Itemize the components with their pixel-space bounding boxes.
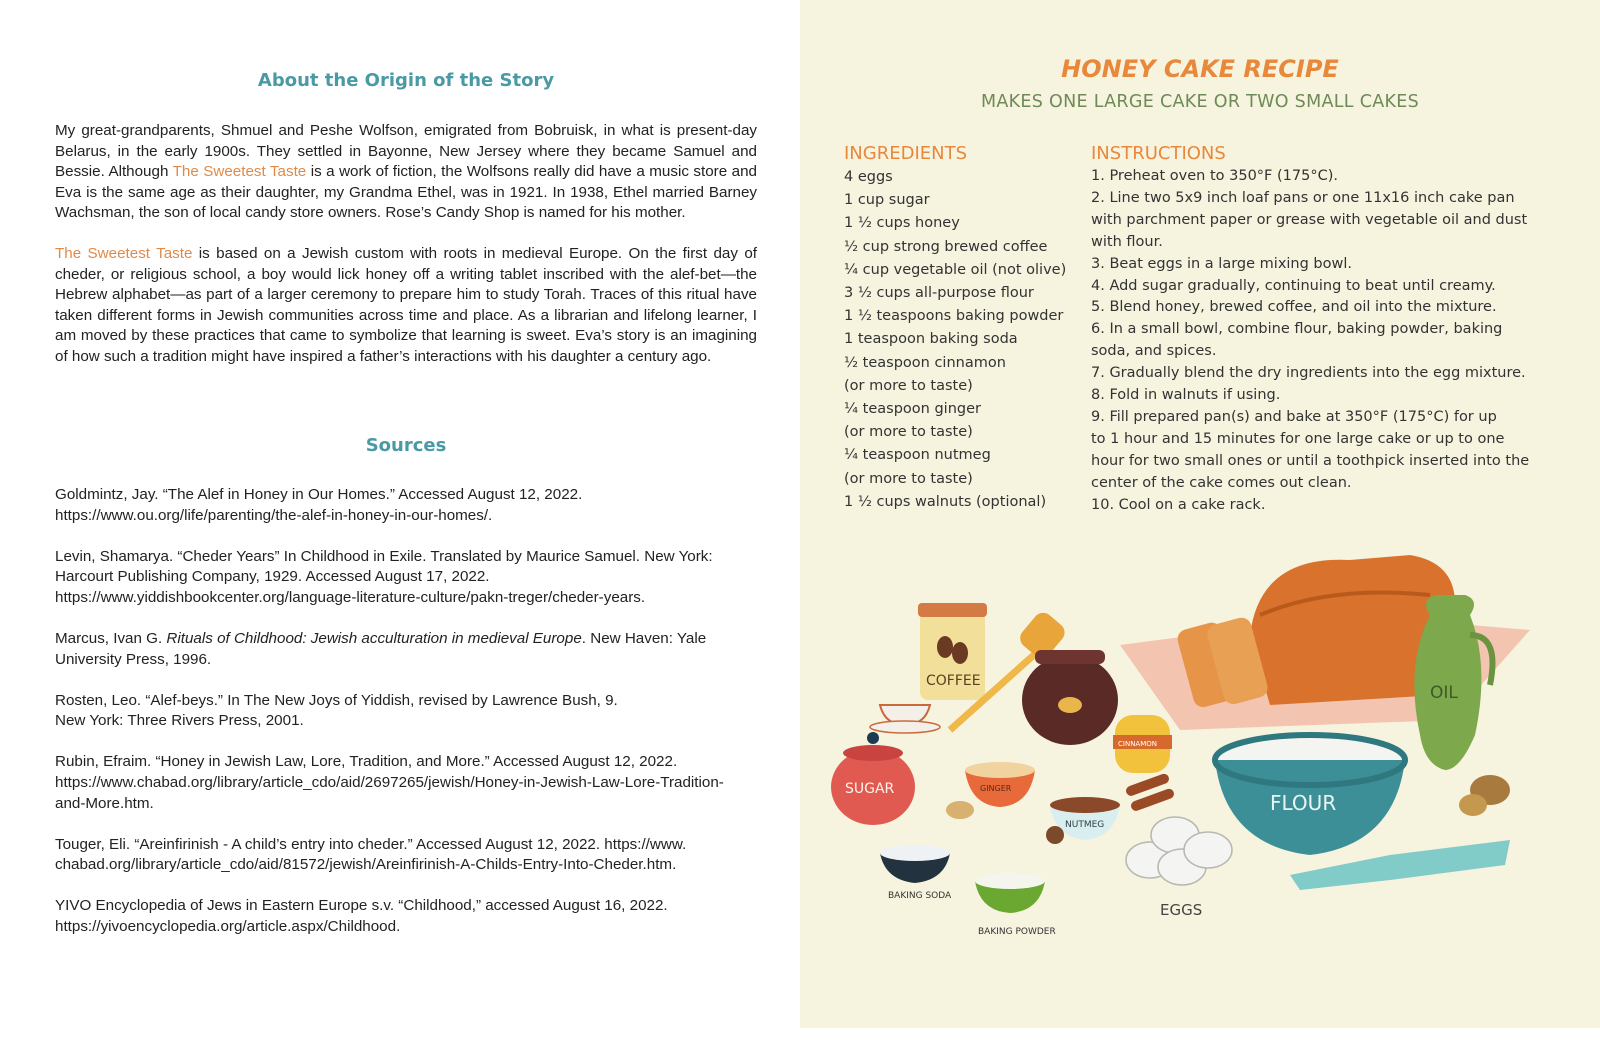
flour-bowl xyxy=(1215,735,1405,855)
coffee-label: COFFEE xyxy=(926,673,981,689)
baking-powder-bowl xyxy=(975,873,1056,937)
ingredient-item: ½ teaspoon cinnamon xyxy=(844,354,1006,371)
ingredient-item: 1 teaspoon baking soda xyxy=(844,331,1018,348)
para1-text-before: My great-grandparents, Shmuel and Peshe Wolfson, emigrated from Bobruisk, in what is present-day Belarus, in the early 1900s. They settled in Bayonne, New Jersey where they became Samuel and Bessie. Although xyxy=(55,122,757,181)
flour-label: FLOUR xyxy=(1270,791,1337,815)
recipe-title: HONEY CAKE RECIPE xyxy=(1061,55,1339,83)
ingredient-item: (or more to taste) xyxy=(844,424,973,441)
instruction-line: hour for two small ones or until a toothpick inserted into the xyxy=(1091,452,1530,469)
baking-soda-bowl xyxy=(880,845,952,901)
source-line: University Press, 1996. xyxy=(55,650,212,668)
source-line: Levin, Shamarya. “Cheder Years” In Childhood in Exile. Translated by Maurice Samuel. New York: xyxy=(55,547,713,565)
ingredients-list xyxy=(844,166,1066,514)
ingredient-item: 1 ½ cups walnuts (optional) xyxy=(844,493,1047,510)
sugar-bowl xyxy=(831,732,915,825)
source-entry xyxy=(55,835,775,876)
eggs-label: EGGS xyxy=(1160,901,1203,919)
instruction-line: 9. Fill prepared pan(s) and bake at 350°F (175°C) for up xyxy=(1091,408,1497,425)
cinnamon-label: CINNAMON xyxy=(1118,740,1157,748)
ingredient-item: ½ cup strong brewed coffee xyxy=(844,238,1048,255)
ingredients-heading: INGREDIENTS xyxy=(844,143,968,164)
instructions-heading: INSTRUCTIONS xyxy=(1091,143,1226,164)
book-title-ref: The Sweetest Taste xyxy=(172,163,307,181)
ingredient-item: 1 ½ teaspoons baking powder xyxy=(844,308,1064,325)
walnut xyxy=(1459,794,1487,816)
coffee-jar xyxy=(918,603,987,700)
instruction-line: 2. Line two 5x9 inch loaf pans or one 11x16 inch cake pan xyxy=(1091,189,1515,206)
baking-soda-label: BAKING SODA xyxy=(888,891,952,901)
honey-pot xyxy=(1022,650,1118,745)
source-line xyxy=(55,629,775,650)
ingredients-illustration xyxy=(830,555,1570,955)
instruction-line: 5. Blend honey, brewed coffee, and oil into the mixture. xyxy=(1091,299,1497,316)
ingredient-item: ¼ cup vegetable oil (not olive) xyxy=(844,261,1067,278)
instruction-line: with flour. xyxy=(1091,233,1163,250)
ingredient-item: ¼ teaspoon ginger xyxy=(844,401,981,418)
baking-powder-label: BAKING POWDER xyxy=(978,927,1056,937)
instruction-line: 7. Gradually blend the dry ingredients into the egg mixture. xyxy=(1091,365,1526,382)
sources-heading: Sources xyxy=(365,435,447,456)
ingredient-item: 3 ½ cups all-purpose flour xyxy=(844,285,1034,302)
instruction-line: center of the cake comes out clean. xyxy=(1091,474,1352,491)
source-publisher: . New Haven: Yale xyxy=(581,629,707,647)
source-line: Touger, Eli. “Areinfirinish - A child’s entry into cheder.” Accessed August 12, 2022. https://www. xyxy=(55,835,687,853)
source-line: New York: Three Rivers Press, 2001. xyxy=(55,712,304,730)
source-book-title: Rituals of Childhood: Jewish acculturation in medieval Europe xyxy=(166,629,582,647)
source-line: Harcourt Publishing Company, 1929. Accessed August 17, 2022. xyxy=(55,568,490,586)
ingredient-item: 4 eggs xyxy=(844,169,893,185)
source-entry xyxy=(55,629,775,670)
sources-list xyxy=(55,485,775,958)
instruction-line: to 1 hour and 15 minutes for one large cake or up to one xyxy=(1091,430,1505,447)
source-url: https://www.chabad.org/library/article_cdo/aid/2697265/jewish/Honey-in-Jewish-Law-Lore-Tradition- xyxy=(55,773,724,791)
instruction-line: 8. Fold in walnuts if using. xyxy=(1091,387,1281,404)
honey-cake-loaf xyxy=(1175,555,1455,709)
instruction-line: 6. In a small bowl, combine flour, baking powder, baking xyxy=(1091,321,1503,338)
ingredient-item: 1 ½ cups honey xyxy=(844,215,960,232)
sugar-label: SUGAR xyxy=(845,781,895,797)
ingredient-item: (or more to taste) xyxy=(844,377,973,394)
eggs xyxy=(1126,817,1232,919)
ginger-label: GINGER xyxy=(980,784,1012,793)
source-url: https://www.ou.org/life/parenting/the-alef-in-honey-in-our-homes/. xyxy=(55,506,493,524)
ingredient-item: ¼ teaspoon nutmeg xyxy=(844,447,991,464)
source-line: Goldmintz, Jay. “The Alef in Honey in Our Homes.” Accessed August 12, 2022. xyxy=(55,486,583,503)
source-line: YIVO Encyclopedia of Jews in Eastern Europe s.v. “Childhood,” accessed August 16, 2022. xyxy=(55,897,668,915)
para2-text-after: is based on a Jewish custom with roots in medieval Europe. On the first day of cheder, or religious school, a boy would lick honey off a writing tablet inscribed with the alef-bet—the Hebrew alphabet—as part of a larger ceremony to prepare him to study Torah. Traces of this ritual have taken different forms in Jewish communities across time and place. As a librarian and lifelong learner, I am moved by these practices that came to symbolize that learning is sweet. Eva’s story is an imagining of how such a tradition might have inspired a father’s interactions with his daughter a century ago. xyxy=(55,245,757,365)
origin-paragraph-1 xyxy=(55,121,757,224)
para1-text-after: is a work of fiction, the Wolfsons really did have a music store and Eva is the same age as their daughter, my Grandma Ethel, was in 1921. In 1938, Ethel married Barney Wachsman, the son of local candy store owners. Rose’s Candy Shop is named for his mother. xyxy=(55,163,757,222)
instruction-line: with parchment paper or grease with vegetable oil and dust xyxy=(1091,211,1528,228)
source-url: and-More.htm. xyxy=(55,794,154,812)
ingredient-item: (or more to taste) xyxy=(844,470,973,487)
source-url: chabad.org/library/article_cdo/aid/81572/jewish/Areinfirinish-A-Childs-Entry-Into-Cheder.htm. xyxy=(55,856,677,874)
source-url: https://yivoencyclopedia.org/article.aspx/Childhood. xyxy=(55,917,401,935)
source-entry xyxy=(55,691,775,732)
source-line: Rubin, Efraim. “Honey in Jewish Law, Lore, Tradition, and More.” Accessed August 12, 2022. xyxy=(55,753,678,771)
recipe-subtitle: MAKES ONE LARGE CAKE OR TWO SMALL CAKES xyxy=(980,92,1420,112)
oil-label: OIL xyxy=(1430,683,1458,703)
origin-paragraph-2 xyxy=(55,244,757,368)
nutmeg-label: NUTMEG xyxy=(1065,820,1105,830)
instructions-block xyxy=(1091,166,1561,517)
source-entry xyxy=(55,896,775,937)
source-entry xyxy=(55,485,775,526)
about-heading: About the Origin of the Story xyxy=(257,70,555,91)
instruction-line: 3. Beat eggs in a large mixing bowl. xyxy=(1091,255,1352,272)
ingredient-item: 1 cup sugar xyxy=(844,192,930,209)
cinnamon-jar xyxy=(1113,715,1175,812)
nutmeg-bowl xyxy=(1046,797,1120,844)
source-url: https://www.yiddishbookcenter.org/language-literature-culture/pakn-treger/cheder-years. xyxy=(55,588,646,606)
source-author: Marcus, Ivan G. xyxy=(55,629,167,647)
instruction-line: soda, and spices. xyxy=(1091,343,1217,360)
ginger-bowl xyxy=(946,762,1035,819)
source-entry xyxy=(55,752,775,814)
instruction-line: 1. Preheat oven to 350°F (175°C). xyxy=(1091,168,1338,184)
instruction-line: 4. Add sugar gradually, continuing to beat until creamy. xyxy=(1091,277,1496,294)
source-line: Rosten, Leo. “Alef-beys.” In The New Joys of Yiddish, revised by Lawrence Bush, 9. xyxy=(55,691,618,709)
instruction-line: 10. Cool on a cake rack. xyxy=(1091,496,1266,513)
recipe-page xyxy=(800,0,1600,1028)
book-title-ref: The Sweetest Taste xyxy=(55,245,193,262)
saucer xyxy=(870,721,940,733)
source-entry xyxy=(55,547,775,609)
